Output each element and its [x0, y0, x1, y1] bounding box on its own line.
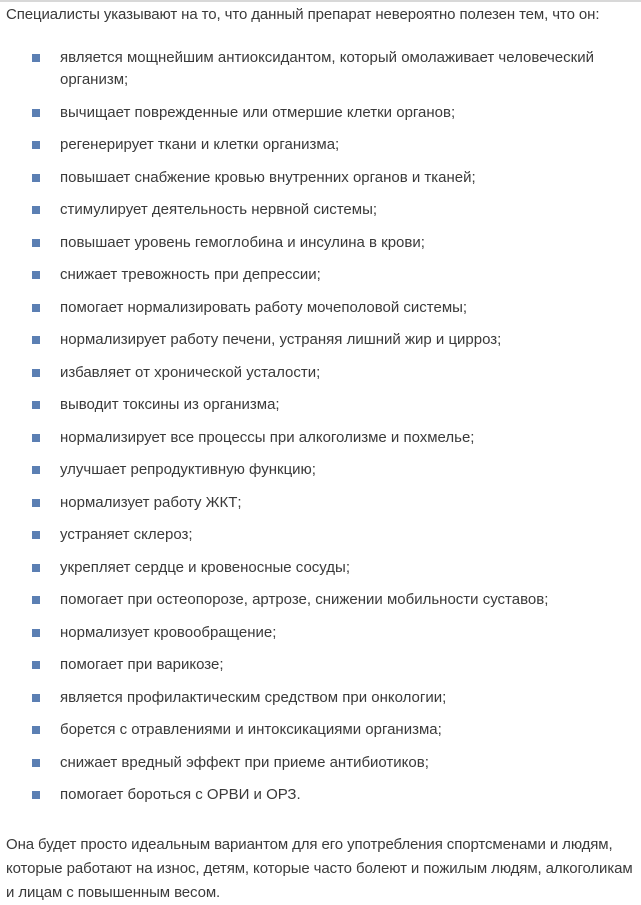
- list-item: [0, 459, 641, 481]
- square-bullet-icon: [32, 174, 40, 182]
- list-item-text: регенерирует ткани и клетки организма;: [60, 136, 340, 153]
- list-item: [0, 264, 641, 286]
- top-border: [0, 0, 641, 2]
- list-item: [0, 687, 641, 709]
- list-item-text: устраняет склероз;: [60, 526, 193, 543]
- square-bullet-icon: [32, 661, 40, 669]
- list-item-text: помогает при остеопорозе, артрозе, снижении мобильности суставов;: [60, 591, 549, 608]
- square-bullet-icon: [32, 401, 40, 409]
- intro-paragraph: Специалисты указывают на то, что данный препарат невероятно полезен тем, что он:: [6, 6, 600, 23]
- list-item: [0, 297, 641, 319]
- square-bullet-icon: [32, 206, 40, 214]
- list-item-text: помогает при варикозе;: [60, 656, 224, 673]
- list-item-text: борется с отравлениями и интоксикациями организма;: [60, 721, 442, 738]
- outro-paragraph: Она будет просто идеальным вариантом для его употребления спортсменами и людям, которые работают на износ, детям, которые часто болеют и пожилым людям, алкоголикам и лицам с повышенным весом.: [6, 836, 633, 901]
- list-item: [0, 622, 641, 644]
- list-item: [0, 167, 641, 189]
- square-bullet-icon: [32, 109, 40, 117]
- benefits-list: [0, 47, 641, 817]
- list-item-text: повышает уровень гемоглобина и инсулина в крови;: [60, 233, 425, 251]
- list-item: [0, 394, 641, 416]
- list-item-text: укрепляет сердце и кровеносные сосуды;: [60, 558, 351, 576]
- list-item: [0, 524, 641, 546]
- square-bullet-icon: [32, 466, 40, 474]
- list-item-text: вычищает поврежденные или отмершие клетки органов;: [60, 103, 456, 121]
- list-item: [0, 654, 641, 676]
- list-item: [0, 329, 641, 351]
- list-item: [0, 492, 641, 514]
- list-item: [0, 589, 641, 611]
- list-item-text: улучшает репродуктивную функцию;: [60, 461, 316, 478]
- square-bullet-icon: [32, 499, 40, 507]
- list-item-text: нормализирует работу печени, устраняя лишний жир и цирроз;: [60, 331, 502, 348]
- square-bullet-icon: [32, 759, 40, 767]
- list-item-text: нормализирует все процессы при алкоголизме и похмелье;: [60, 428, 475, 446]
- square-bullet-icon: [32, 54, 40, 62]
- list-item-text: является мощнейшим антиоксидантом, который омолаживает человеческий организм;: [60, 49, 594, 88]
- list-item-text: помогает бороться с ОРВИ и ОРЗ.: [60, 786, 301, 803]
- list-item: [0, 784, 641, 806]
- square-bullet-icon: [32, 694, 40, 702]
- list-item-text: помогает нормализировать работу мочеполовой системы;: [60, 298, 468, 316]
- list-item-text: нормализует работу ЖКТ;: [60, 493, 242, 511]
- square-bullet-icon: [32, 271, 40, 279]
- square-bullet-icon: [32, 596, 40, 604]
- list-item-text: выводит токсины из организма;: [60, 396, 280, 413]
- list-item: [0, 199, 641, 221]
- list-item: [0, 427, 641, 449]
- list-item: [0, 232, 641, 254]
- square-bullet-icon: [32, 369, 40, 377]
- list-item-text: повышает снабжение кровью внутренних органов и тканей;: [60, 168, 476, 186]
- square-bullet-icon: [32, 141, 40, 149]
- list-item-text: снижает тревожность при депрессии;: [60, 266, 321, 283]
- list-item: [0, 47, 641, 91]
- list-item: [0, 134, 641, 156]
- list-item: [0, 752, 641, 774]
- list-item-text: снижает вредный эффект при приеме антибиотиков;: [60, 753, 429, 771]
- square-bullet-icon: [32, 531, 40, 539]
- square-bullet-icon: [32, 239, 40, 247]
- list-item: [0, 719, 641, 741]
- square-bullet-icon: [32, 434, 40, 442]
- list-item-text: нормализует кровообращение;: [60, 623, 277, 641]
- square-bullet-icon: [32, 564, 40, 572]
- list-item-text: является профилактическим средством при онкологии;: [60, 688, 447, 706]
- list-item: [0, 362, 641, 384]
- square-bullet-icon: [32, 791, 40, 799]
- square-bullet-icon: [32, 629, 40, 637]
- square-bullet-icon: [32, 726, 40, 734]
- square-bullet-icon: [32, 336, 40, 344]
- list-item: [0, 102, 641, 124]
- square-bullet-icon: [32, 304, 40, 312]
- list-item-text: стимулирует деятельность нервной системы;: [60, 201, 378, 218]
- list-item: [0, 557, 641, 579]
- list-item-text: избавляет от хронической усталости;: [60, 363, 321, 381]
